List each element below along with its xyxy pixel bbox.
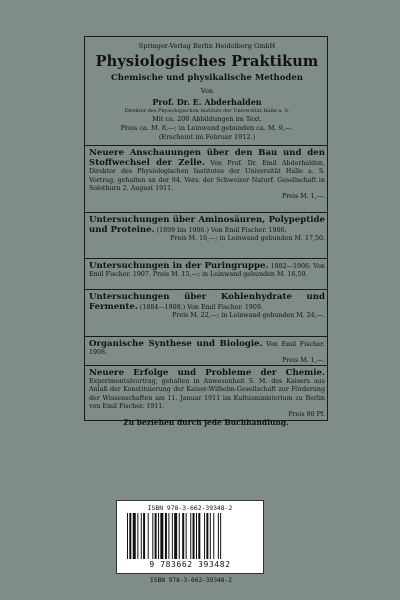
entry-price: Preis 80 Pf. (288, 411, 325, 419)
von-label: Von (200, 87, 214, 95)
ad-frame (84, 36, 328, 421)
entry-title: Untersuchungen in der Puringruppe. (89, 261, 269, 271)
entry-title: Untersuchungen über Kohlenhydrate und Fermente. (89, 292, 325, 313)
footer-note: Zu beziehen durch jede Buchhandlung. (123, 418, 289, 427)
divider (85, 289, 327, 290)
divider (85, 258, 327, 259)
list-item (85, 215, 329, 244)
entry-price: Preis M. 1,—. (282, 357, 325, 365)
book-title: Physiologisches Praktikum (95, 53, 319, 70)
entry-body: Experimentalvortrag, gehalten in Anwesenheit S. M. des Kaisers aus Anlaß der Konstituierung der Kaiser-Wilhelm-Gesellschaft zur Förderung der Wissenschaften am 11. Januar 1911 im Kultusministerium zu Berlin von Emil Fischer. 1911. (89, 378, 325, 410)
list-item (85, 292, 329, 321)
book-subtitle: Chemische und physikalische Methoden (111, 73, 303, 83)
entry-title: Neuere Anschauungen über den Bau und den Stoffwechsel der Zelle. (89, 148, 325, 169)
illustrations-note: Mit ca. 200 Abbildungen im Text. (152, 115, 262, 123)
list-item (85, 368, 329, 419)
list-item (85, 339, 329, 366)
isbn-barcode-label (116, 500, 264, 574)
barcode-icon (127, 513, 255, 559)
entry-price: Preis M. 16,—; in Leinwand gebunden M. 17,50. (170, 235, 325, 243)
author: Prof. Dr. E. Abderhalden (152, 97, 262, 107)
divider (85, 212, 327, 213)
list-item (85, 148, 329, 201)
entry-body: (1884—1908.) Von Emil Fischer. 1909. (139, 304, 263, 312)
entry-body: 1882—1906. Von Emil Fischer. 1907. Preis M. 15,—; in Leinwand gebunden M. 16,50. (89, 263, 325, 279)
divider (85, 145, 327, 146)
book-price: Preis ca. M. 8,—; in Leinwand gebunden ca. M. 9,—. (120, 124, 294, 132)
publication-note: (Erscheint im Februar 1912.) (158, 133, 256, 141)
entry-title: Organische Synthese und Biologie. (89, 339, 263, 349)
entry-body: (1899 bis 1906.) Von Emil Fischer. 1906. (156, 227, 287, 235)
isbn-text-bottom: ISBN 978-3-662-39348-2 (150, 577, 232, 584)
entry-price: Preis M. 1,—. (282, 193, 325, 201)
divider (85, 336, 327, 337)
entry-title: Untersuchungen über Aminosäuren, Polypeptide und Proteine. (89, 215, 325, 236)
entry-body: Von Prof. Dr. Emil Abderhalden, Direktor des Physiologischen Institutes der Universität Halle a. S. Vortrag, gehalten an der 94. Vers. der Schweizer Naturf. Gesellschaft in Solothurn 2. August 1911. (89, 160, 325, 192)
list-item (85, 261, 329, 279)
entry-price: Preis M. 22,—; in Leinwand gebunden M. 24,—. (172, 312, 325, 320)
barcode-digits: 9 783662 393482 (149, 560, 231, 569)
entry-title: Neuere Erfolge und Probleme der Chemie. (89, 368, 325, 378)
isbn-text-top: ISBN 978-3-662-39348-2 (147, 504, 233, 512)
author-affiliation: Direktor des Physiologischen Instituts der Universität Halle a. S. (124, 108, 290, 114)
publisher: Springer-Verlag Berlin Heidelberg GmbH (138, 42, 276, 50)
divider (85, 365, 327, 366)
entry-body: Von Emil Fischer. 1908. (89, 341, 325, 357)
